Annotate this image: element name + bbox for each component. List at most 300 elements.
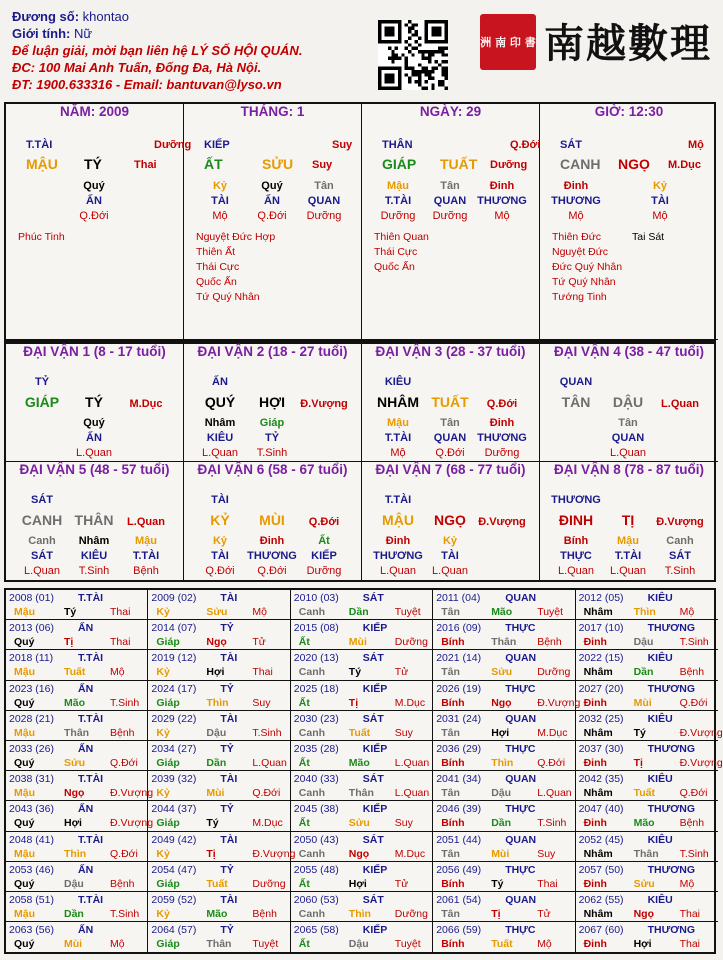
- year-branch: Mão: [348, 757, 370, 769]
- hidden-stem: Tân: [440, 417, 460, 429]
- year-branch: Dậu: [633, 636, 654, 649]
- year-stem: Canh: [298, 908, 326, 920]
- year-god: T.TÀI: [78, 592, 104, 604]
- year-god: SÁT: [362, 652, 384, 665]
- year-branch: Dần: [491, 817, 512, 830]
- hidden-stem: Kỷ: [652, 180, 668, 192]
- pillar-title: THÁNG: 1: [240, 104, 305, 119]
- year-branch: Tuất: [633, 787, 655, 800]
- year-stage: Suy: [394, 817, 413, 830]
- hidden-stem: Nhâm: [204, 417, 236, 429]
- year-stage: Bệnh: [110, 877, 135, 890]
- year-branch: Thìn: [491, 757, 514, 769]
- year-branch: Hợi: [64, 817, 82, 830]
- hidden-stage: L.Quan: [557, 565, 595, 577]
- year-branch: Tuất: [348, 726, 371, 739]
- year-branch: Ngọ: [64, 787, 85, 800]
- hidden-stage: L.Quan: [75, 447, 113, 459]
- year-branch: Mão: [206, 908, 228, 920]
- hidden-stage: T.Sinh: [78, 565, 110, 577]
- year-god: QUAN: [505, 712, 537, 725]
- year-stem: Đinh: [583, 636, 607, 649]
- year-cell: [433, 892, 575, 922]
- year-cell: [433, 590, 575, 620]
- pillar-stage: Dưỡng: [490, 159, 528, 171]
- year-stage: Thai: [110, 606, 131, 618]
- star-item: Thái Cực: [196, 261, 240, 273]
- year-cell: [6, 922, 148, 952]
- dai-van-god: THƯƠNG: [551, 494, 601, 506]
- hidden-stage: Q.Đới: [257, 565, 287, 577]
- year-branch: Tị: [348, 696, 359, 709]
- year-god: T.TÀI: [78, 773, 104, 786]
- year-label: 2032 (25): [578, 712, 624, 725]
- year-branch: Tị: [206, 847, 216, 860]
- year-cell: [433, 741, 575, 771]
- year-label: 2012 (05): [578, 592, 624, 604]
- year-stem: Nhâm: [583, 606, 613, 618]
- year-stage: T.Sinh: [679, 847, 709, 860]
- year-cell: [576, 801, 718, 831]
- hidden-god: T.TÀI: [384, 195, 412, 207]
- year-cell: [6, 620, 148, 650]
- year-label: 2021 (14): [436, 652, 482, 665]
- year-stage: T.Sinh: [252, 726, 282, 739]
- year-cell: [6, 801, 154, 831]
- hidden-stage: Mộ: [568, 210, 584, 222]
- year-god: QUAN: [505, 652, 537, 665]
- dai-van-panel: [4, 342, 716, 582]
- year-label: 2024 (17): [151, 682, 197, 695]
- year-stage: Thai: [252, 666, 273, 679]
- dai-van-stem: NHÂM: [377, 394, 419, 410]
- dai-van-branch: THÂN: [74, 512, 114, 528]
- year-branch: Hợi: [491, 726, 510, 739]
- year-stem: Kỷ: [156, 908, 170, 920]
- year-cell: [291, 922, 433, 952]
- dai-van-stage: L.Quan: [661, 398, 699, 410]
- hidden-stage: Dưỡng: [484, 447, 520, 459]
- year-branch: Ngọ: [633, 908, 655, 920]
- year-stage: Suy: [537, 847, 556, 860]
- pillar-stem: GIÁP: [382, 156, 417, 172]
- year-stage: T.Sinh: [679, 636, 709, 649]
- hidden-god: QUAN: [433, 432, 467, 444]
- year-cell: [576, 681, 718, 711]
- year-cell: [6, 741, 148, 771]
- contact-line: Để luận giải, mời bạn liên hệ LÝ SỐ HỘI QUÁN.: [12, 43, 303, 58]
- hidden-god: TÀI: [211, 195, 229, 207]
- year-label: 2025 (18): [293, 682, 339, 695]
- year-cell: [576, 771, 718, 801]
- year-cell: [433, 650, 575, 680]
- year-stem: Đinh: [583, 877, 607, 890]
- year-branch: Tý: [64, 606, 77, 618]
- dai-van-title: ĐẠI VẬN 8 (78 - 87 tuổi): [553, 462, 705, 477]
- year-god: THƯƠNG: [647, 743, 696, 755]
- hidden-stage: T.Sinh: [256, 447, 288, 459]
- dai-van-god: SÁT: [31, 494, 53, 506]
- year-branch: Dậu: [206, 726, 227, 739]
- year-stage: Suy: [252, 696, 271, 709]
- dai-van-title: ĐẠI VẬN 6 (58 - 67 tuổi): [197, 462, 348, 477]
- year-branch: Ngọ: [491, 696, 512, 709]
- pillar-top-stage: Dưỡng: [154, 139, 192, 151]
- year-god: KIẾP: [362, 803, 388, 816]
- year-god: SÁT: [362, 712, 384, 725]
- year-stem: Giáp: [156, 757, 180, 769]
- dai-van-title: ĐẠI VẬN 5 (48 - 57 tuổi): [19, 462, 170, 477]
- year-label: 2029 (22): [151, 712, 197, 725]
- year-god: THƯƠNG: [647, 803, 696, 816]
- year-branch: Dần: [633, 666, 654, 679]
- pillar-title: GIỜ: 12:30: [594, 104, 664, 119]
- year-cell: [576, 832, 718, 862]
- year-cell: [433, 862, 575, 892]
- year-branch: Tị: [491, 908, 501, 920]
- year-cell: [291, 620, 433, 650]
- star-item-secondary: Tai Sát: [632, 231, 665, 243]
- pillar-stage: Suy: [312, 159, 333, 171]
- dai-van-branch: NGỌ: [434, 512, 466, 528]
- year-stage: Tử: [252, 636, 266, 649]
- year-stem: Tân: [441, 908, 460, 920]
- hidden-god: TÀI: [211, 550, 229, 562]
- hidden-stage: Q.Đới: [435, 447, 465, 459]
- year-stem: Ất: [298, 817, 310, 830]
- star-item: Nguyệt Đức Hợp: [196, 231, 276, 243]
- hidden-stage: Bệnh: [133, 565, 159, 577]
- year-god: THƯƠNG: [647, 863, 696, 876]
- year-branch: Thìn: [633, 606, 656, 618]
- year-stem: Mậu: [14, 666, 35, 679]
- pillar-branch: NGỌ: [618, 156, 650, 172]
- year-branch: Thân: [633, 847, 659, 860]
- year-cell: [291, 801, 433, 831]
- year-stem: Đinh: [583, 696, 607, 709]
- year-stem: Bính: [441, 817, 465, 830]
- dai-van-cell: [362, 344, 540, 462]
- hidden-stem: Đinh: [259, 535, 285, 547]
- year-cell: [433, 801, 575, 831]
- dai-van-title: ĐẠI VẬN 3 (28 - 37 tuổi): [375, 344, 526, 359]
- dai-van-title: ĐẠI VẬN 1 (8 - 17 tuổi): [23, 344, 166, 359]
- year-stage: Mộ: [110, 666, 125, 679]
- hidden-stage: Q.Đới: [257, 210, 287, 222]
- year-label: 2027 (20): [578, 682, 624, 695]
- dai-van-branch: TỊ: [621, 512, 635, 528]
- hidden-god: TỶ: [264, 432, 280, 444]
- hidden-god: THƯƠNG: [551, 195, 601, 207]
- dai-van-cell: [362, 462, 540, 580]
- year-stem: Đinh: [583, 817, 607, 830]
- year-god: T.TÀI: [78, 652, 104, 665]
- year-branch: Ngọ: [206, 636, 227, 649]
- hidden-god: KIÊU: [80, 550, 108, 562]
- year-god: QUAN: [505, 833, 537, 846]
- year-god: TÀI: [220, 894, 238, 906]
- year-stage: Tử: [394, 877, 409, 890]
- pillar-cell: [362, 104, 540, 340]
- year-branch: Ngọ: [348, 847, 370, 860]
- year-cell: [6, 892, 148, 922]
- hidden-stage: Mộ: [212, 210, 228, 222]
- year-stage: Dưỡng: [252, 877, 286, 890]
- year-cell: [148, 650, 290, 680]
- year-stem: Mậu: [14, 606, 35, 618]
- year-stem: Kỷ: [156, 666, 170, 679]
- year-branch: Thìn: [64, 847, 87, 860]
- year-stem: Quý: [14, 757, 35, 769]
- year-cell: [148, 741, 290, 771]
- hidden-stage: Q.Đới: [79, 210, 109, 222]
- year-branch: Mão: [64, 696, 85, 709]
- star-item: Tứ Quý Nhân: [196, 291, 260, 303]
- year-stem: Canh: [298, 847, 326, 860]
- hidden-god: KIÊU: [206, 432, 234, 444]
- year-stage: L.Quan: [252, 757, 287, 769]
- year-stem: Mậu: [14, 908, 35, 920]
- year-label: 2028 (21): [9, 712, 54, 725]
- hidden-stem: Đinh: [385, 535, 411, 547]
- year-cell: [6, 862, 148, 892]
- year-stem: Canh: [298, 726, 326, 739]
- year-stage: Tử: [537, 908, 551, 920]
- year-stage: Bệnh: [679, 817, 705, 830]
- year-cell: [148, 922, 290, 952]
- year-god: THỰC: [505, 622, 536, 635]
- year-stem: Bính: [441, 757, 465, 769]
- qr-code-icon: [378, 20, 448, 90]
- year-label: 2061 (54): [436, 894, 482, 906]
- year-cell: [6, 590, 148, 620]
- year-god: TÀI: [220, 773, 238, 786]
- hidden-stage: L.Quan: [609, 565, 647, 577]
- star-item: Thiên Đức: [552, 231, 602, 243]
- hidden-stem: Giáp: [259, 417, 285, 429]
- hidden-god: TÀI: [441, 550, 459, 562]
- year-branch: Mùi: [64, 938, 83, 951]
- dai-van-stem: QUÝ: [204, 394, 236, 410]
- hidden-stem: Kỷ: [212, 535, 228, 547]
- pillar-stem-god: THÂN: [382, 139, 413, 151]
- year-stem: Đinh: [583, 757, 607, 769]
- year-god: KIẾP: [362, 863, 388, 876]
- year-stage: Tuyệt: [394, 938, 421, 951]
- hidden-stage: Mộ: [390, 447, 406, 459]
- year-stage: Q.Đới: [110, 847, 138, 860]
- year-stem: Canh: [298, 787, 326, 800]
- dai-van-god: T.TÀI: [384, 494, 412, 506]
- year-god: THƯƠNG: [647, 924, 696, 937]
- year-label: 2019 (12): [151, 652, 197, 665]
- year-cell: [291, 832, 433, 862]
- pillar-stars: [196, 230, 275, 305]
- year-branch: Hợi: [633, 938, 652, 951]
- dai-van-cell: [184, 344, 362, 462]
- year-branch: Tý: [633, 726, 646, 739]
- year-stem: Giáp: [156, 877, 180, 890]
- year-stem: Tân: [441, 847, 460, 860]
- annual-luck-panel: [4, 588, 723, 954]
- year-label: 2014 (07): [151, 622, 197, 635]
- pillar-stem: ẤT: [204, 156, 223, 172]
- year-stage: M.Dục: [394, 847, 426, 860]
- hidden-god: KIẾP: [311, 550, 337, 562]
- year-stage: Mộ: [679, 606, 695, 618]
- year-cell: [148, 590, 290, 620]
- dai-van-god: QUAN: [559, 376, 593, 388]
- year-stage: Thai: [537, 877, 558, 890]
- hidden-stage: Dưỡng: [432, 210, 468, 222]
- year-branch: Tuất: [206, 877, 228, 890]
- pillar-stars: [374, 230, 429, 275]
- year-god: THƯƠNG: [647, 622, 696, 635]
- year-stage: Bệnh: [537, 636, 562, 649]
- hidden-god: THƯƠNG: [373, 550, 423, 562]
- pillar-title: NĂM: 2009: [59, 104, 130, 119]
- hidden-stem: Mậu: [617, 535, 639, 547]
- year-god: ẤN: [78, 622, 94, 635]
- year-god: KIÊU: [647, 712, 673, 725]
- year-branch: Mão: [491, 606, 513, 618]
- star-item: Thái Cực: [374, 246, 418, 258]
- year-cell: [148, 862, 290, 892]
- year-stem: Giáp: [156, 938, 180, 951]
- dai-van-stem: TÂN: [561, 394, 591, 410]
- year-branch: Thân: [64, 726, 90, 739]
- year-label: 2018 (11): [9, 652, 54, 665]
- pillar-stars: [552, 230, 622, 305]
- hidden-stem: Tân: [440, 180, 460, 192]
- year-stem: Giáp: [156, 696, 180, 709]
- year-stem: Giáp: [156, 636, 180, 649]
- hidden-god: QUAN: [307, 195, 341, 207]
- hidden-stem: Ất: [318, 535, 330, 547]
- year-stem: Mậu: [14, 726, 35, 739]
- dai-van-stage: M.Dục: [129, 398, 163, 410]
- year-god: THỰC: [505, 924, 536, 937]
- year-stage: Đ.Vượng: [110, 787, 154, 800]
- dai-van-title: ĐẠI VẬN 2 (18 - 27 tuổi): [197, 344, 348, 359]
- year-label: 2063 (56): [9, 924, 54, 937]
- pillar-stem: MẬU: [26, 156, 58, 172]
- year-label: 2015 (08): [293, 622, 339, 635]
- hidden-stage: Dưỡng: [306, 210, 342, 222]
- dai-van-cell: [6, 462, 184, 580]
- hidden-stem: Bính: [563, 535, 589, 547]
- year-god: TỶ: [220, 682, 234, 695]
- year-label: 2011 (04): [436, 592, 481, 604]
- year-stage: Tuyệt: [252, 938, 279, 951]
- pillar-stem-god: SÁT: [560, 139, 582, 151]
- year-branch: Mùi: [633, 696, 652, 709]
- year-stage: L.Quan: [537, 787, 572, 800]
- year-label: 2052 (45): [578, 833, 624, 846]
- pillar-cell: [6, 104, 192, 340]
- year-label: 2035 (28): [293, 743, 339, 755]
- year-stem: Nhâm: [583, 787, 613, 800]
- year-branch: Thân: [348, 787, 374, 800]
- year-stem: Kỷ: [156, 606, 170, 618]
- year-stage: Bệnh: [110, 726, 135, 739]
- year-god: THỰC: [505, 743, 536, 755]
- year-cell: [148, 892, 290, 922]
- hidden-stem: Quý: [83, 417, 105, 429]
- dai-van-cell: [184, 462, 362, 580]
- year-label: 2010 (03): [293, 592, 339, 604]
- year-god: SÁT: [362, 833, 384, 846]
- hidden-stage: L.Quan: [431, 565, 469, 577]
- year-stage: L.Quan: [394, 787, 430, 800]
- pillar-cell: [184, 104, 362, 340]
- year-label: 2056 (49): [436, 863, 482, 876]
- year-label: 2042 (35): [578, 773, 624, 786]
- pillars-panel: [4, 102, 716, 342]
- dai-van-cell: [540, 344, 718, 462]
- year-stem: Tân: [441, 666, 460, 679]
- year-label: 2065 (58): [293, 924, 339, 937]
- year-god: ẤN: [78, 863, 94, 876]
- year-label: 2066 (59): [436, 924, 482, 937]
- star-item: Nguyệt Đức: [552, 246, 609, 258]
- year-stem: Quý: [14, 938, 35, 951]
- year-stem: Canh: [298, 606, 326, 618]
- year-god: KIÊU: [647, 652, 673, 665]
- dai-van-branch: TUẤT: [431, 394, 469, 410]
- year-label: 2058 (51): [9, 894, 54, 906]
- year-stage: Mộ: [679, 877, 695, 890]
- year-label: 2048 (41): [9, 833, 54, 846]
- star-item: Tứ Quý Nhân: [552, 276, 616, 288]
- year-cell: [6, 681, 148, 711]
- year-god: KIẾP: [362, 622, 388, 635]
- year-stem: Ất: [298, 938, 310, 951]
- dai-van-god: TÀI: [211, 494, 229, 506]
- year-stage: Đ.Vượng: [252, 847, 296, 860]
- brand-logo: 南越數理: [544, 20, 712, 67]
- year-branch: Mùi: [491, 847, 510, 860]
- year-stage: Bệnh: [679, 666, 705, 679]
- star-item: Đức Quý Nhân: [552, 261, 623, 273]
- year-cell: [148, 620, 290, 650]
- year-label: 2036 (29): [436, 743, 482, 755]
- dai-van-cell: [6, 344, 184, 462]
- hidden-god: THƯƠNG: [477, 195, 527, 207]
- year-stem: Nhâm: [583, 666, 613, 679]
- year-cell: [291, 650, 433, 680]
- year-stage: Thai: [679, 908, 701, 920]
- year-label: 2045 (38): [293, 803, 339, 816]
- dai-van-stem: ĐINH: [558, 512, 594, 528]
- dai-van-stage: L.Quan: [127, 516, 165, 528]
- year-label: 2055 (48): [293, 863, 339, 876]
- hidden-god: T.TÀI: [132, 550, 160, 562]
- year-god: QUAN: [505, 894, 537, 906]
- year-label: 2050 (43): [293, 833, 339, 846]
- red-seal-stamp: 洲 南 印 書: [480, 14, 536, 70]
- year-stage: Mộ: [252, 606, 267, 618]
- pillar-stem: CANH: [560, 156, 601, 172]
- dai-van-title: ĐẠI VẬN 7 (68 - 77 tuổi): [375, 462, 526, 477]
- year-stem: Mậu: [14, 787, 35, 800]
- year-branch: Dậu: [491, 787, 512, 800]
- year-stem: Canh: [298, 666, 326, 679]
- hidden-stem: Nhâm: [78, 535, 110, 547]
- year-cell: [291, 862, 433, 892]
- hidden-god: ẤN: [86, 432, 102, 444]
- hidden-stem: Canh: [28, 535, 56, 547]
